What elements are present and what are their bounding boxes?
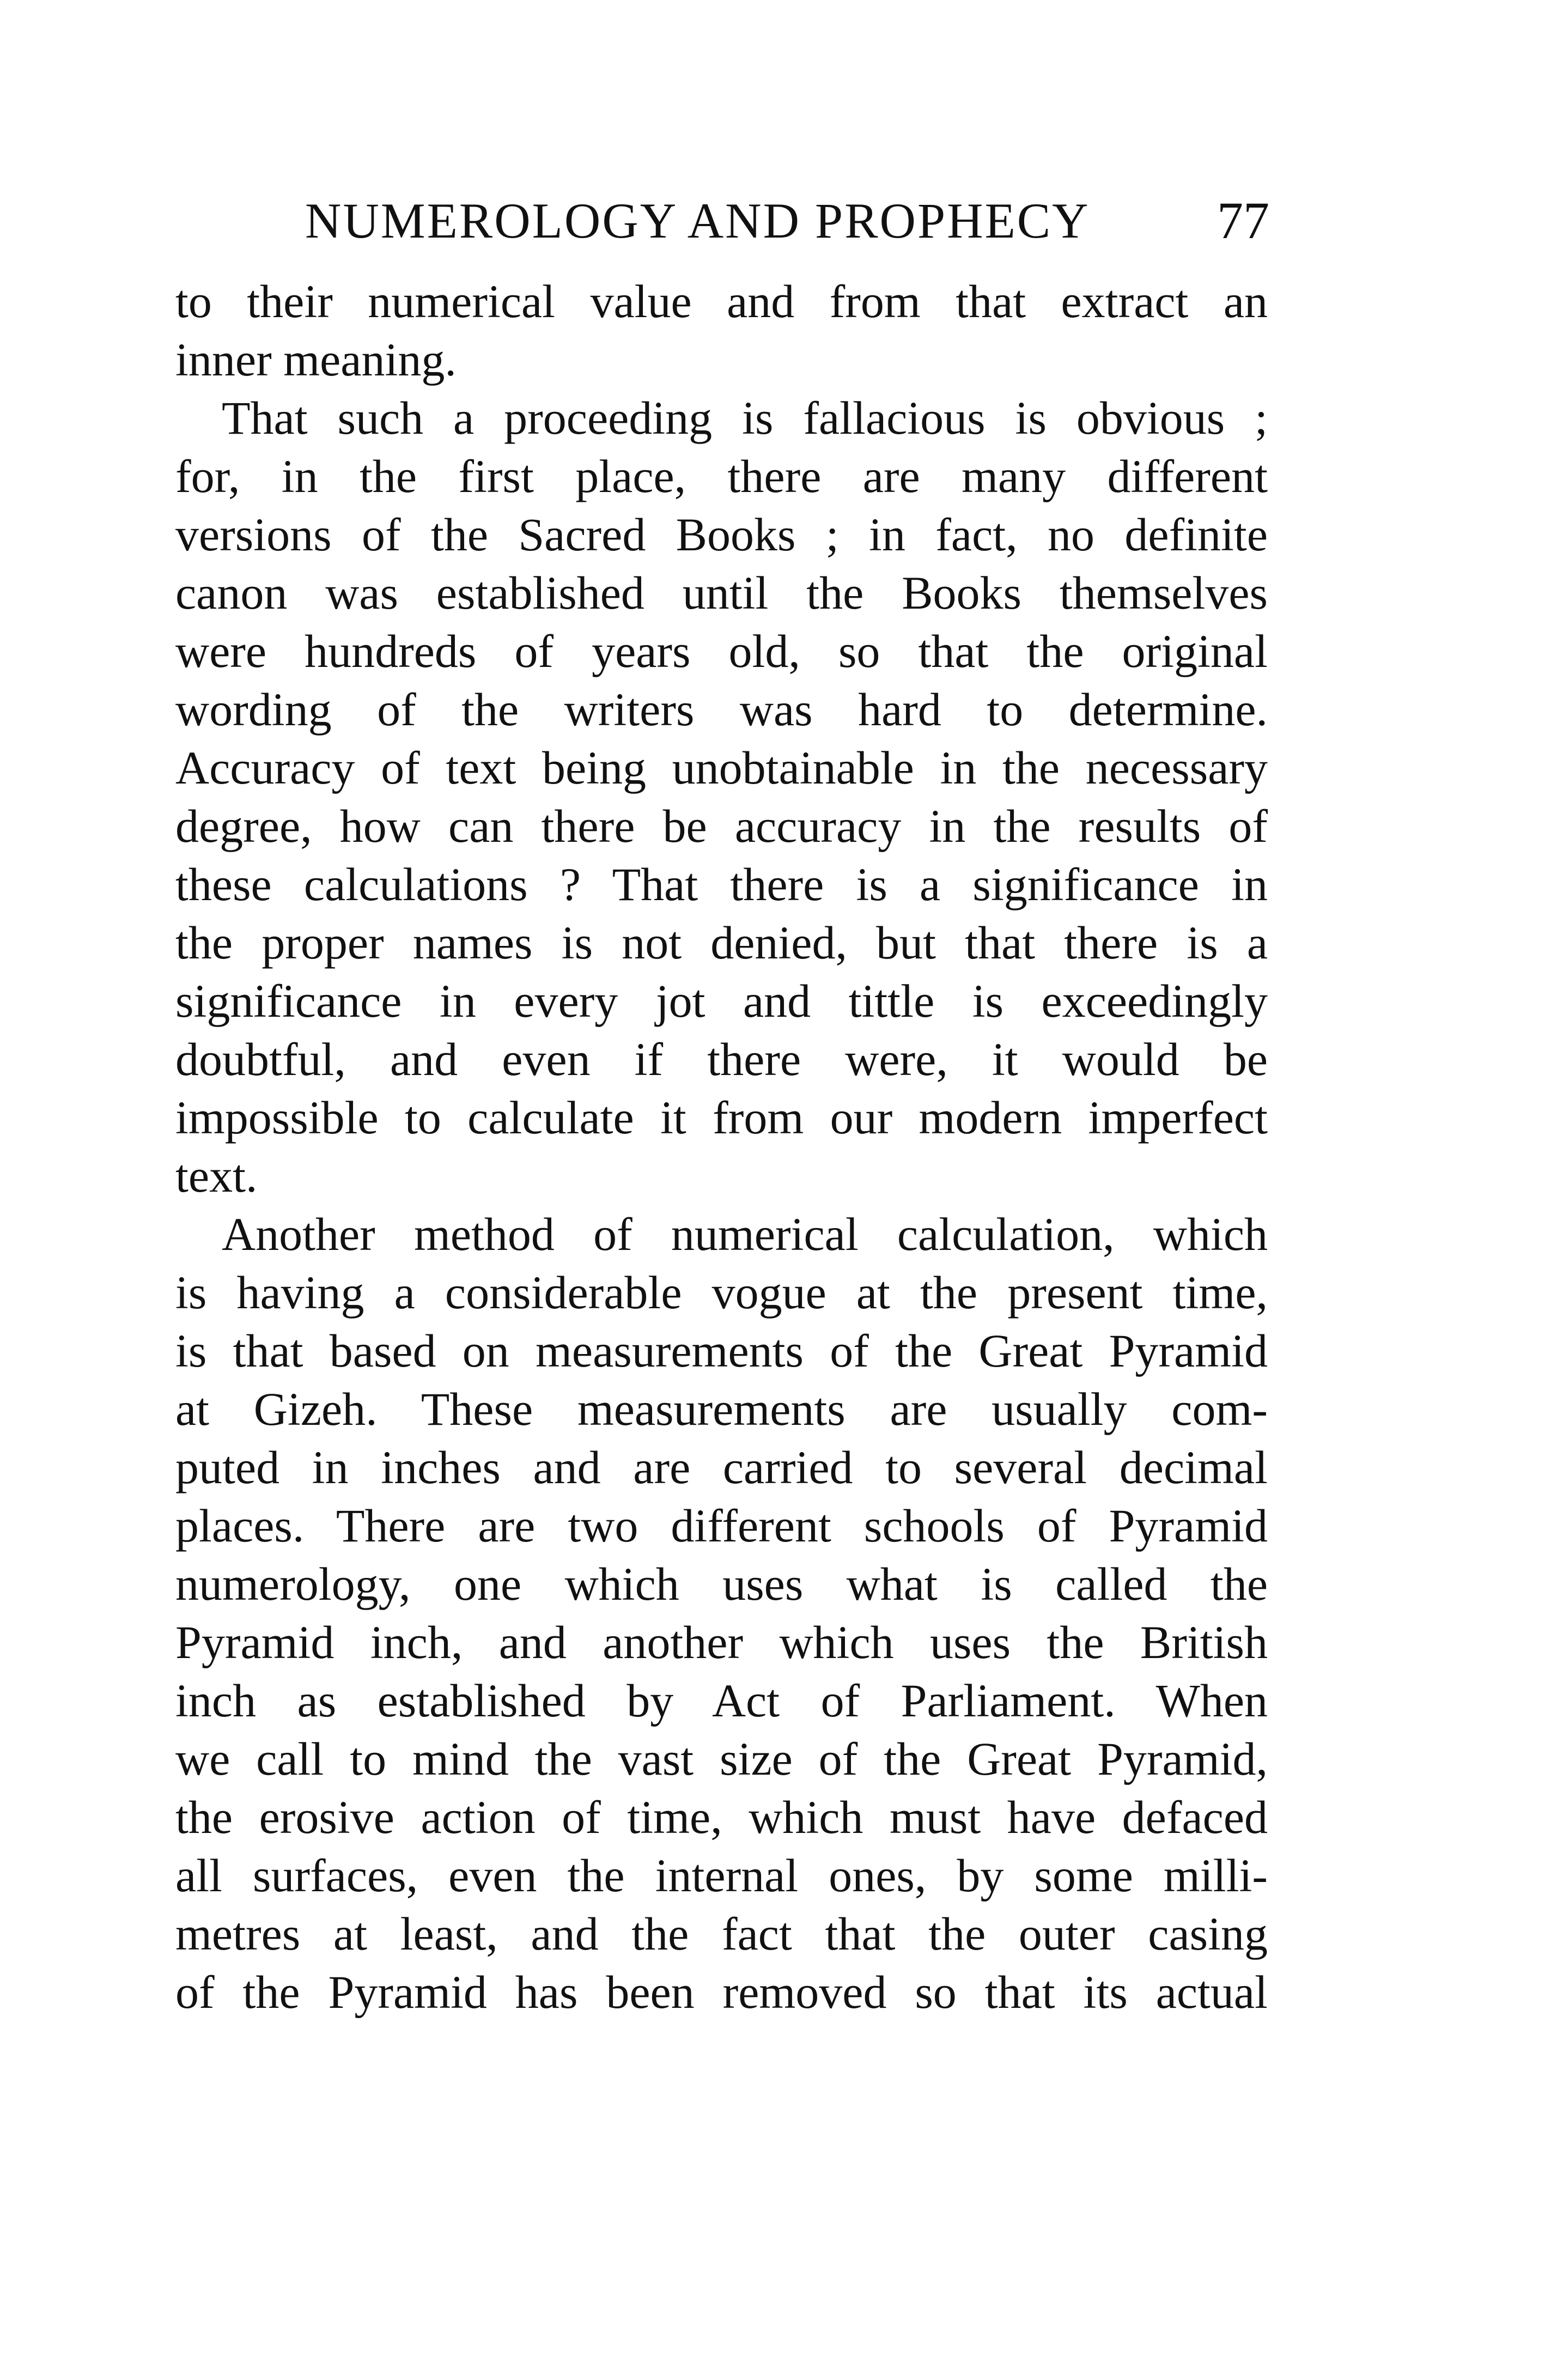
- text-line: were hundreds of years old, so that the original: [175, 625, 1268, 677]
- text-line: doubtful, and even if there were, it would be: [175, 1033, 1268, 1085]
- text-line: to their numerical value and from that extract an: [175, 275, 1268, 327]
- text-line: we call to mind the vast size of the Great Pyramid,: [175, 1733, 1268, 1785]
- text-line: Accuracy of text being unobtainable in the necessary: [175, 742, 1268, 794]
- text-line: Another method of numerical calculation, which: [222, 1208, 1268, 1260]
- text-line: of the Pyramid has been removed so that its actual: [175, 1966, 1268, 2018]
- text-line: impossible to calculate it from our modern imperfect: [175, 1091, 1268, 1144]
- text-line: the proper names is not denied, but that there is a: [175, 916, 1268, 969]
- text-line: all surfaces, even the internal ones, by some milli-: [175, 1849, 1268, 1902]
- text-line: is having a considerable vogue at the present time,: [175, 1266, 1268, 1319]
- text-line: significance in every jot and tittle is exceedingly: [175, 975, 1268, 1027]
- text-line: for, in the first place, there are many different: [175, 450, 1268, 502]
- text-line: is that based on measurements of the Great Pyramid: [175, 1325, 1268, 1377]
- text-line: wording of the writers was hard to determine.: [175, 683, 1268, 736]
- text-line: the erosive action of time, which must have defaced: [175, 1791, 1268, 1843]
- running-head: [174, 188, 1269, 253]
- paragraph: [175, 389, 1268, 1205]
- text-line: these calculations ? That there is a significance in: [175, 858, 1268, 910]
- text-line: degree, how can there be accuracy in the results of: [175, 800, 1268, 852]
- body-text: [175, 272, 1268, 2021]
- text-line: places. There are two different schools of Pyramid: [175, 1499, 1268, 1552]
- text-line: canon was established until the Books themselves: [175, 567, 1268, 619]
- text-line: metres at least, and the fact that the outer casing: [175, 1908, 1268, 1960]
- paragraph: [175, 272, 1268, 389]
- page-number: 77: [1217, 191, 1269, 250]
- text-line: inner meaning.: [175, 333, 457, 386]
- text-line: text.: [175, 1150, 258, 1202]
- running-title: NUMEROLOGY AND PROPHECY: [305, 193, 1090, 248]
- paragraph: [175, 1205, 1268, 2021]
- text-line: versions of the Sacred Books ; in fact, no definite: [175, 508, 1268, 561]
- text-line: That such a proceeding is fallacious is obvious ;: [222, 392, 1268, 444]
- text-line: numerology, one which uses what is called the: [175, 1558, 1268, 1610]
- text-line: puted in inches and are carried to several decimal: [175, 1441, 1268, 1493]
- text-line: at Gizeh. These measurements are usually com-: [175, 1383, 1268, 1435]
- text-line: inch as established by Act of Parliament. When: [175, 1674, 1268, 1727]
- text-line: Pyramid inch, and another which uses the British: [175, 1616, 1268, 1668]
